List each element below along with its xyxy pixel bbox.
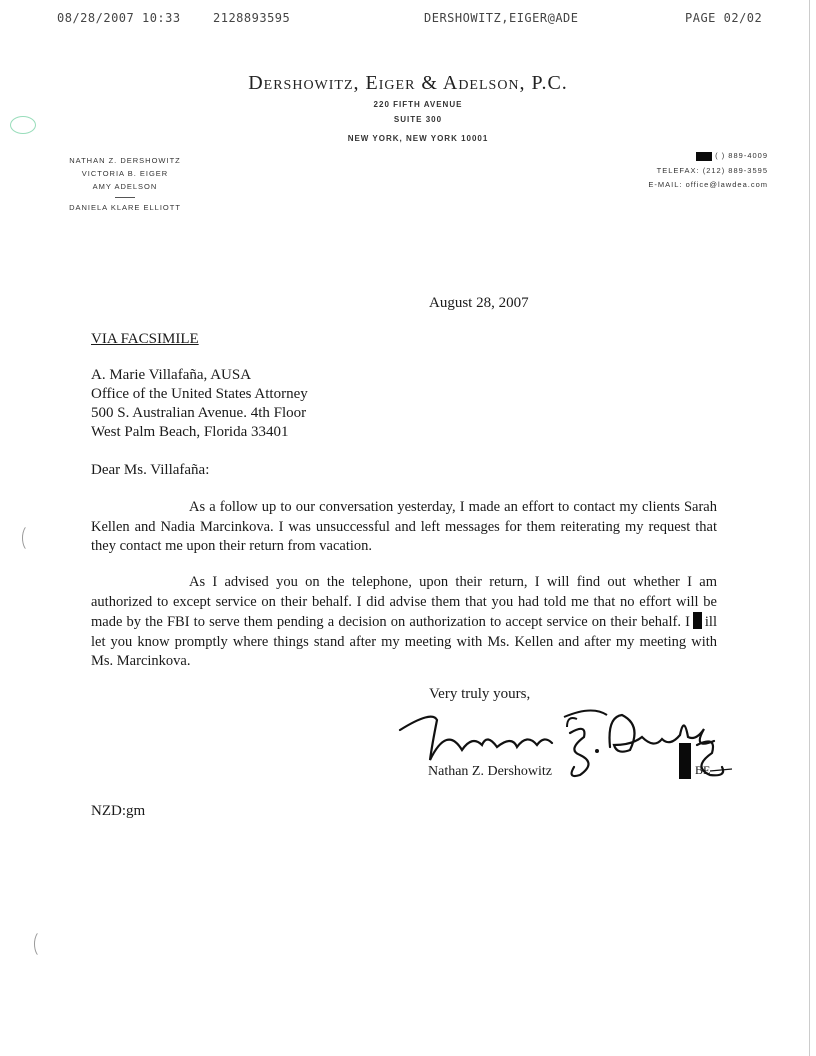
firm-phone-text: ( ) 889-4009 [715, 151, 768, 160]
svg-text:BE: BE [695, 763, 711, 777]
typist-initials: NZD:gm [91, 803, 146, 819]
fax-datetime: 08/28/2007 10:33 [57, 11, 181, 25]
scan-edge [809, 0, 810, 1056]
associate-name: DANIELA KLARE ELLIOTT [69, 203, 181, 212]
partner-name: NATHAN Z. DERSHOWITZ [69, 156, 181, 165]
paragraph-2-part-1: As I advised you on the telephone, upon their return, I will find out whether I am authorized to except service on their behalf. I did advise them that you had told me that no effort will be made by the FBI to serve them pending a decision on authorization to accept service on their behalf. I [91, 574, 717, 630]
recipient-block [91, 366, 308, 442]
recipient-line: West Palm Beach, Florida 33401 [91, 424, 289, 440]
partner-list [60, 154, 190, 214]
recipient-line: 500 S. Australian Avenue. 4th Floor [91, 405, 307, 421]
redaction-block [696, 152, 712, 161]
firm-address-suite: SUITE 300 [393, 115, 443, 124]
paragraph-2 [91, 573, 717, 672]
letter-date: August 28, 2007 [429, 295, 529, 311]
firm-address-city: NEW YORK, NEW YORK 10001 [347, 134, 489, 143]
partner-name: VICTORIA B. EIGER [81, 169, 169, 178]
redaction-block [693, 612, 702, 629]
partner-name: AMY ADELSON [92, 182, 158, 191]
closing: Very truly yours, [429, 686, 531, 702]
signer-name: Nathan Z. Dershowitz [428, 764, 553, 779]
fax-page: PAGE 02/02 [685, 11, 763, 25]
firm-phone [696, 151, 768, 161]
paragraph-2-part-2: ill let you know promptly where things stand after my meeting with Ms. Kellen and after my meeting with Ms. Marcinkova. [91, 614, 717, 669]
firm-email: E-MAIL: office@lawdea.com [648, 180, 768, 189]
fax-phone: 2128893595 [213, 11, 291, 25]
firm-name: Dershowitz, Eiger & Adelson, P.C. [248, 72, 568, 94]
hole-punch-mark [22, 524, 38, 552]
partner-divider [115, 197, 135, 198]
hole-punch-mark [34, 930, 50, 958]
salutation: Dear Ms. Villafaña: [91, 462, 210, 478]
recipient-line: A. Marie Villafaña, AUSA [91, 367, 252, 383]
paragraph-1: As a follow up to our conversation yesterday, I made an effort to contact my clients Sarah Kellen and Nadia Marcinkova. I was unsuccessful and left messages for them reiterating my request that they contact me upon their return from vacation. [91, 499, 717, 554]
recipient-line: Office of the United States Attorney [91, 386, 308, 402]
firm-telefax: TELEFAX: (212) 889-3595 [656, 166, 768, 175]
fax-sender: DERSHOWITZ,EIGER@ADE [424, 11, 579, 25]
delivery-method: VIA FACSIMILE [91, 331, 199, 347]
firm-address-street: 220 FIFTH AVENUE [373, 100, 463, 109]
